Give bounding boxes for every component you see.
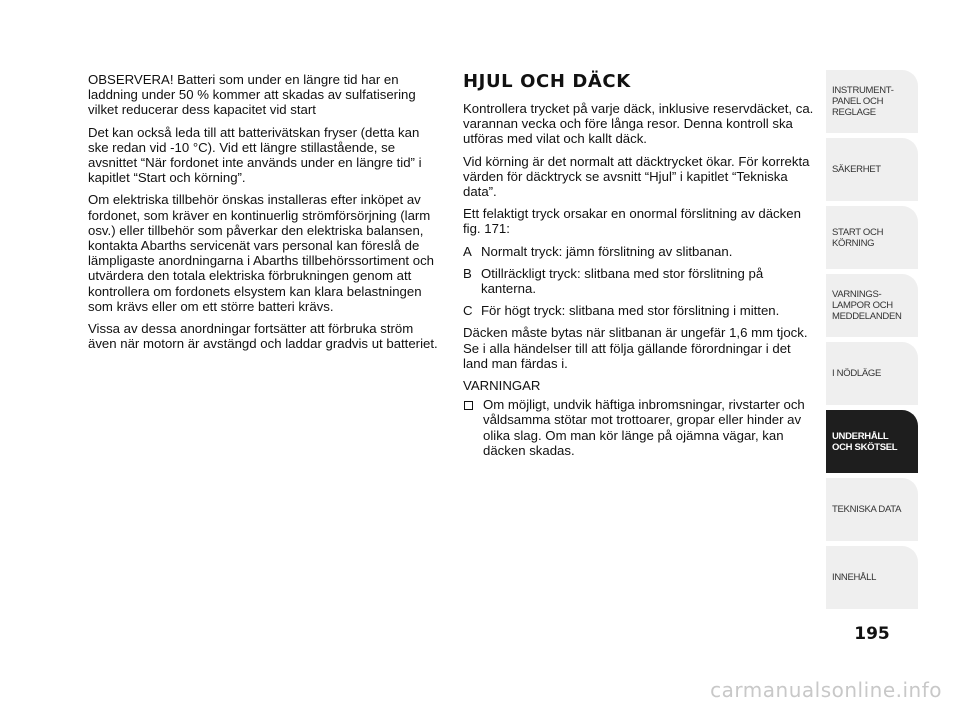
tab-innehall[interactable]: INNEHÅLL xyxy=(826,546,918,609)
paragraph: Om elektriska tillbehör önskas installeras efter inköpet av fordonet, som kräver en kontinuerlig strömförsörjning (larm osv.) eller tillbehör som påverkar den elektriska balansen, kontakta Abarths servicenät vars personal kan föreslå de lämpligaste anordningarna i Abarths tillbehörssortiment och utvärdera den totala elektriska förbrukningen genom att kontrollera om fordonets elsystem kan klara belastningen som krävs eller om ett större batteri krävs. xyxy=(88,192,434,314)
list-item xyxy=(463,266,815,296)
section-title: HJUL OCH DÄCK xyxy=(463,71,631,92)
watermark: carmanualsonline.info xyxy=(710,678,942,702)
warning-text: Om möjligt, undvik häftiga inbromsningar, rivstarter och våldsamma stötar mot trottoarer, gropar eller hinder av olika slag. Om man kör länge på ojämna vägar, kan däcken skadas. xyxy=(483,397,805,458)
left-column xyxy=(88,72,438,358)
warning-item xyxy=(463,397,815,458)
list-marker: A xyxy=(463,243,472,259)
list-marker: C xyxy=(463,303,473,319)
paragraph: Det kan också leda till att batterivätskan fryser (detta kan ske redan vid -10 °C). Vid ett längre stillastående, se avsnittet “När fordonet inte används under en längre tid” i kapitlet “Start och körning”. xyxy=(88,124,422,186)
tab-sakerhet[interactable]: SÄKERHET xyxy=(826,138,918,201)
paragraph: Kontrollera trycket på varje däck, inklusive reservdäcket, ca. varannan vecka och före långa resor. Denna kontroll ska utföras med vilat och kallt däck. xyxy=(463,101,814,147)
tab-underhall-och-skotsel[interactable]: UNDERHÅLL OCH SKÖTSEL xyxy=(826,410,918,473)
list-item xyxy=(463,244,815,259)
right-column xyxy=(463,72,815,465)
warning-heading: VARNINGAR xyxy=(463,378,541,394)
paragraph: OBSERVERA! Batteri som under en längre tid har en laddning under 50 % kommer att skadas av sulfatisering vilket reducerar dess kapacitet vid start xyxy=(88,72,416,118)
paragraph: Ett felaktigt tryck orsakar en onormal förslitning av däcken fig. 171: xyxy=(463,206,801,237)
list-marker: B xyxy=(463,265,472,281)
tab-instrumentpanel[interactable]: INSTRUMENT- PANEL OCH REGLAGE xyxy=(826,70,918,133)
paragraph: Däcken måste bytas när slitbanan är ungefär 1,6 mm tjock. Se i alla händelser till att följa gällande förordningar i det land man färdas i. xyxy=(463,325,808,371)
paragraph: Vid körning är det normalt att däcktrycket ökar. För korrekta värden för däcktryck se avsnitt “Hjul” i kapitlet “Tekniska data”. xyxy=(463,153,810,200)
tab-varningslampor[interactable]: VARNINGS- LAMPOR OCH MEDDELANDEN xyxy=(826,274,918,337)
paragraph: Vissa av dessa anordningar fortsätter att förbruka ström även när motorn är avstängd och laddar gradvis ut batteriet. xyxy=(88,321,438,352)
list-item xyxy=(463,303,815,318)
tab-i-nodlage[interactable]: I NÖDLÄGE xyxy=(826,342,918,405)
checkbox-bullet-icon xyxy=(463,397,483,458)
page-number: 195 xyxy=(854,624,890,644)
chapter-tabs xyxy=(826,70,918,614)
list-text: Normalt tryck: jämn förslitning av slitbanan. xyxy=(481,243,733,259)
list-text: Otillräckligt tryck: slitbana med stor förslitning på kanterna. xyxy=(481,265,764,297)
tab-tekniska-data[interactable]: TEKNISKA DATA xyxy=(826,478,918,541)
list-text: För högt tryck: slitbana med stor förslitning i mitten. xyxy=(481,303,780,319)
tab-start-och-korning[interactable]: START OCH KÖRNING xyxy=(826,206,918,269)
